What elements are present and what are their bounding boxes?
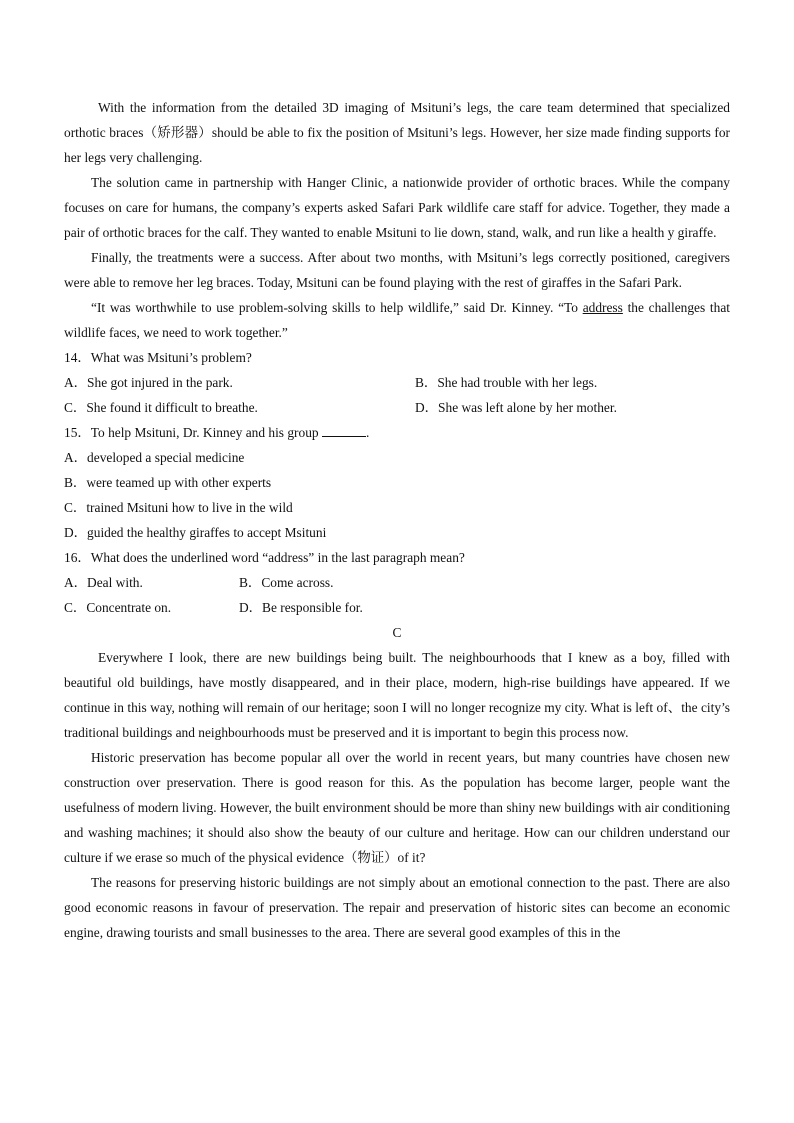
underlined-word-address: address xyxy=(582,300,623,315)
question-15-option-b: B．were teamed up with other experts xyxy=(64,475,272,490)
passage-c-paragraph-3: The reasons for preserving historic buildings are not simply about an emotional connection to the past. There are also good economic reasons in favour of preservation. The repair and preservation of historic sites can become an economic engine, drawing tourists and small businesses to the area. There are several good examples of this in the xyxy=(64,875,730,940)
question-15-option-d: D．guided the healthy giraffes to accept Msituni xyxy=(64,525,327,540)
passage-b-paragraph-1: With the information from the detailed 3D imaging of Msituni’s legs, the care team determined that specialized orthotic braces（矫形器）should be able to fix the position of Msituni’s legs. However, her size made finding supports for her legs very challenging. xyxy=(64,100,730,165)
answer-blank xyxy=(322,422,366,437)
question-16-option-b: B．Come across. xyxy=(239,575,334,590)
question-15-stem-text: 15．To help Msituni, Dr. Kinney and his group xyxy=(64,425,322,440)
question-14 xyxy=(64,345,730,420)
question-16-options-row-2 xyxy=(64,595,730,620)
question-14-stem: 14．What was Msituni’s problem? xyxy=(64,350,252,365)
question-16 xyxy=(64,545,730,620)
passage-b-paragraph-4 xyxy=(64,295,730,345)
question-14-option-d: D．She was left alone by her mother. xyxy=(415,400,617,415)
question-15-option-c: C．trained Msituni how to live in the wild xyxy=(64,500,293,515)
question-14-options-row-1 xyxy=(64,370,730,395)
passage-c-paragraph-2: Historic preservation has become popular all over the world in recent years, but many countries have chosen new construction over preservation. There is good reason for this. As the population has become larger, people want the usefulness of modern living. However, the built environment should be more than shiny new buildings with air conditioning and washing machines; it should also show the beauty of our culture and heritage. How can our children understand our culture if we erase so much of the physical evidence（物证）of it? xyxy=(64,750,730,865)
passage-c-paragraph-1: Everywhere I look, there are new buildings being built. The neighbourhoods that I knew as a boy, filled with beautiful old buildings, have mostly disappeared, and in their place, modern, high-rise buildings have appeared. If we continue in this way, nothing will remain of our heritage; soon I will no longer recognize my city. What is left of、the city’s traditional buildings and neighbourhoods must be preserved and it is important to begin this process now. xyxy=(64,650,730,740)
page-content xyxy=(64,95,730,945)
question-15-stem-end: . xyxy=(365,425,370,440)
question-16-options-row-1 xyxy=(64,570,730,595)
question-14-option-a: A．She got injured in the park. xyxy=(64,375,233,390)
question-16-stem: 16．What does the underlined word “address” in the last paragraph mean? xyxy=(64,550,465,565)
passage-b-paragraph-2: The solution came in partnership with Hanger Clinic, a nationwide provider of orthotic braces. While the company focuses on care for humans, the company’s experts asked Safari Park wildlife care staff for advice. Together, they made a pair of orthotic braces for the calf. They wanted to enable Msituni to lie down, stand, walk, and run like a health y giraffe. xyxy=(64,175,730,240)
question-14-options-row-2 xyxy=(64,395,730,420)
paragraph-4-text-before: “It was worthwhile to use problem-solving skills to help wildlife,” said Dr. Kinney. “To xyxy=(91,300,583,315)
passage-c-heading: C xyxy=(392,625,402,640)
question-16-option-a: A．Deal with. xyxy=(64,575,143,590)
question-16-option-c: C．Concentrate on. xyxy=(64,600,172,615)
question-14-option-c: C．She found it difficult to breathe. xyxy=(64,400,258,415)
question-16-option-d: D．Be responsible for. xyxy=(239,600,363,615)
question-14-option-b: B．She had trouble with her legs. xyxy=(415,375,598,390)
paragraph-4-text-after: the challenges that wildlife faces, we need to work together.” xyxy=(64,300,730,340)
question-15-stem xyxy=(64,420,730,445)
passage-b-paragraph-3: Finally, the treatments were a success. After about two months, with Msituni’s legs correctly positioned, caregivers were able to remove her leg braces. Today, Msituni can be found playing with the rest of giraffes in the Safari Park. xyxy=(64,250,730,290)
question-15-option-a: A．developed a special medicine xyxy=(64,450,245,465)
question-15 xyxy=(64,420,730,545)
